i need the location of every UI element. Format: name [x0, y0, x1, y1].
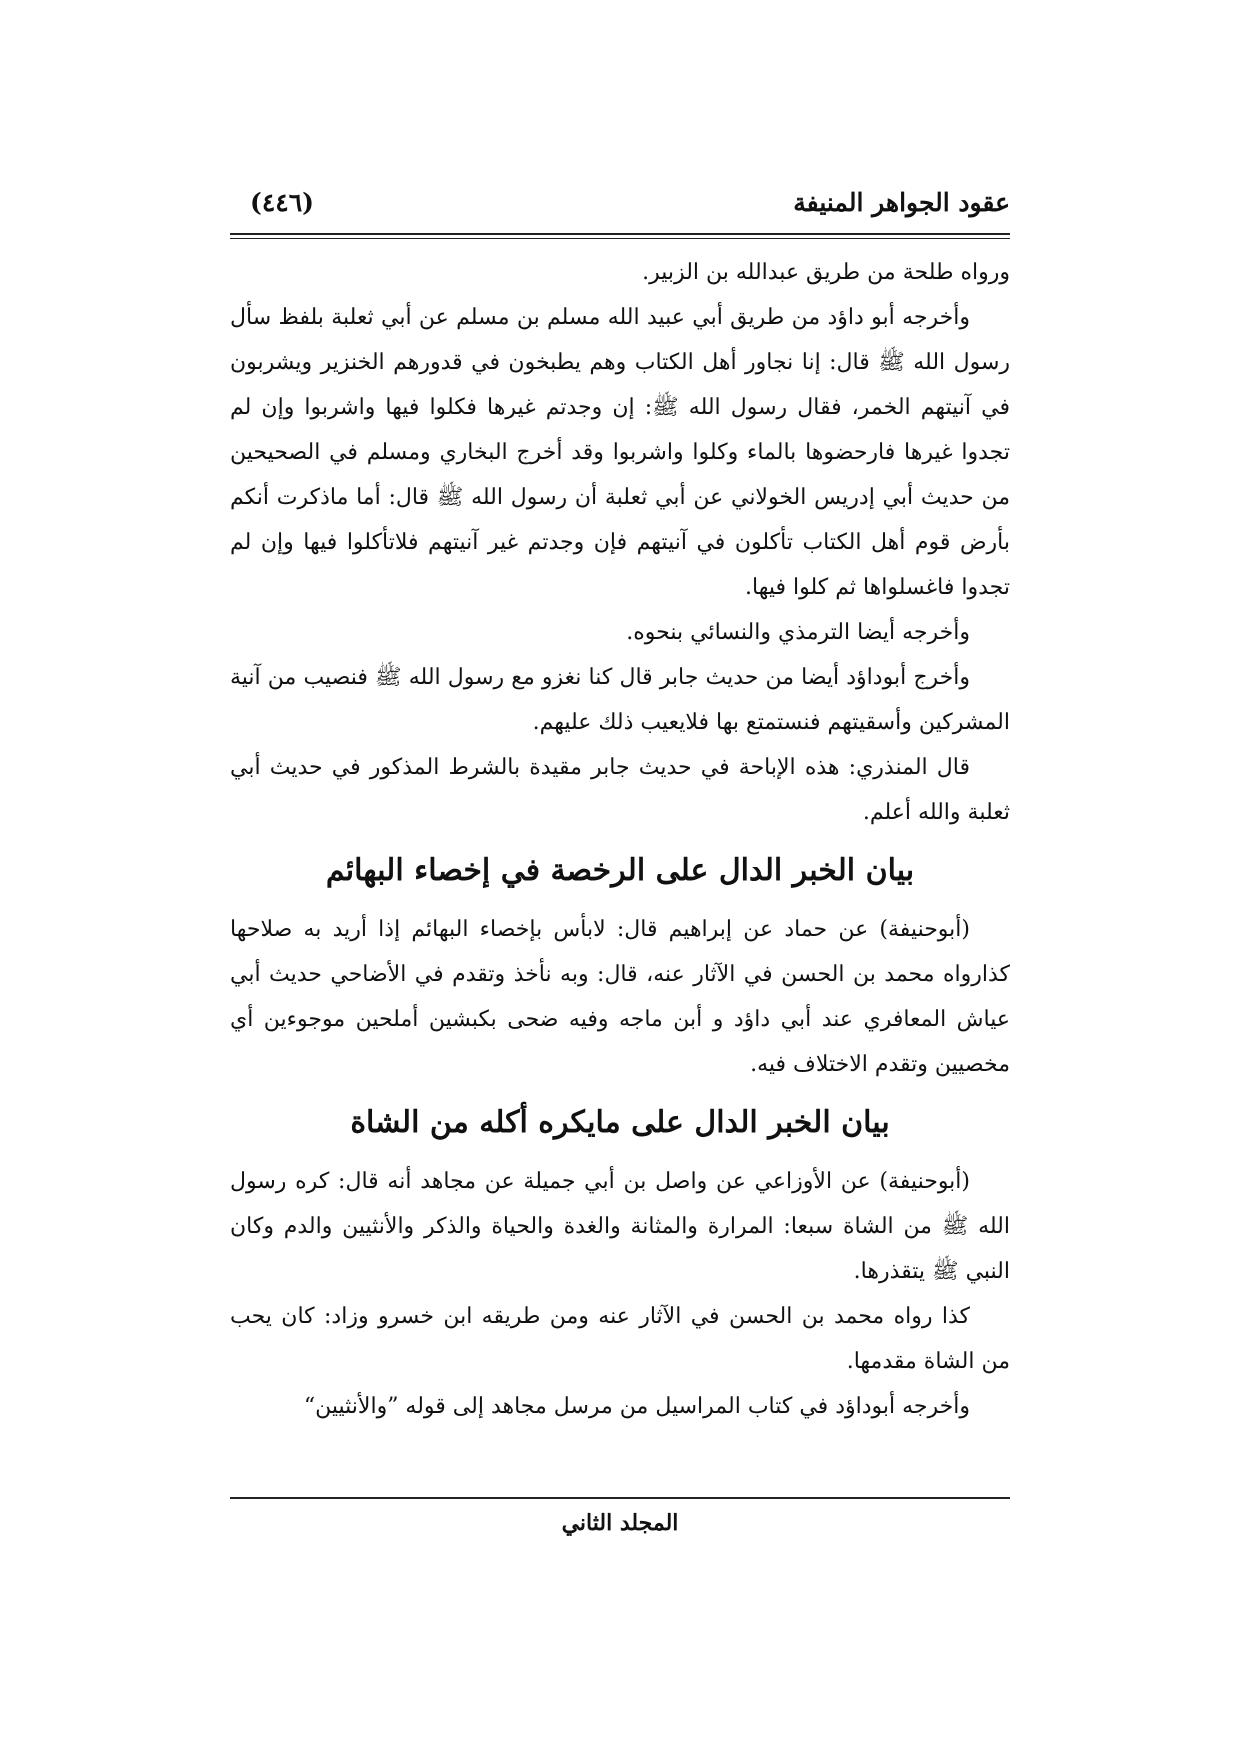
paragraph: كذا رواه محمد بن الحسن في الآثار عنه ومن طريقه ابن خسرو وزاد: كان يحب من الشاة مقدمها. — [230, 1304, 1010, 1374]
paragraph: قال المنذري: هذه الإباحة في حديث جابر مقيدة بالشرط المذكور في حديث أبي ثعلبة والله أعلم. — [230, 755, 1010, 825]
paragraph: وأخرجه أبوداؤد في كتاب المراسيل من مرسل مجاهد إلى قوله ”والأنثيين“ — [303, 1394, 970, 1419]
footer-rule — [230, 1497, 1010, 1499]
paragraph: (أبوحنيفة) عن حماد عن إبراهيم قال: لابأس بإخصاء البهائم إذا أريد به صلاحها كذارواه محمد بن الحسن في الآثار عنه، قال: وبه نأخذ وتقدم في الأضاحي حديث أبي عياش المعافري عند أبي داؤد و أبن ماجه وفيه ضحى بكبشين أملحين موجوءين أي مخصيين وتقدم الاختلاف فيه. — [230, 917, 1010, 1077]
paragraph: ورواه طلحة من طريق عبدالله بن الزبير. — [642, 260, 1010, 285]
section-heading-disliked-parts: بيان الخبر الدال على مايكره أكله من الشاة — [350, 1105, 890, 1140]
paragraph: وأخرجه أبو داؤد من طريق أبي عبيد الله مسلم بن مسلم عن أبي ثعلبة بلفظ سأل رسول الله ﷺ قال: إنا نجاور أهل الكتاب وهم يطبخون في قدورهم الخنزير ويشربون في آنيتهم الخمر، فقال رسول الله ﷺ: إن وجدتم غيرها فكلوا فيها واشربوا وإن لم تجدوا غيرها فارحضوها بالماء وكلوا واشربوا وقد أخرج البخاري ومسلم في الصحيحين من حديث أبي إدريس الخولاني عن أبي ثعلبة أن رسول الله ﷺ قال: أما ماذكرت أنكم بأرض قوم أهل الكتاب تأكلون في آنيتهم فإن وجدتم غير آنيتهم فلاتأكلوا فيها وإن لم تجدوا فاغسلواها ثم كلوا فيها. — [230, 305, 1010, 600]
paragraph: وأخرج أبوداؤد أيضا من حديث جابر قال كنا نغزو مع رسول الله ﷺ فنصيب من آنية المشركين وأسقيتهم فنستمتع بها فلايعيب ذلك عليهم. — [230, 665, 1010, 735]
book-title: عقود الجواهر المنيفة — [793, 188, 1010, 217]
volume-footer: المجلد الثاني — [561, 1510, 679, 1536]
header-rule-thin — [230, 238, 1010, 239]
header-rule — [230, 233, 1010, 235]
paragraph: (أبوحنيفة) عن الأوزاعي عن واصل بن أبي جميلة عن مجاهد أنه قال: كره رسول الله ﷺ من الشاة سبعا: المرارة والمثانة والغدة والحياة والذكر والأنثيين والدم وكان النبي ﷺ يتقذرها. — [230, 1169, 1010, 1284]
main-text — [230, 250, 1010, 1429]
page-number: (٤٤٦) — [250, 188, 314, 217]
running-header — [230, 188, 1010, 228]
paragraph: وأخرجه أيضا الترمذي والنسائي بنحوه. — [626, 620, 970, 645]
page — [230, 0, 1010, 1754]
section-heading-castration: بيان الخبر الدال على الرخصة في إخصاء البهائم — [325, 853, 915, 888]
